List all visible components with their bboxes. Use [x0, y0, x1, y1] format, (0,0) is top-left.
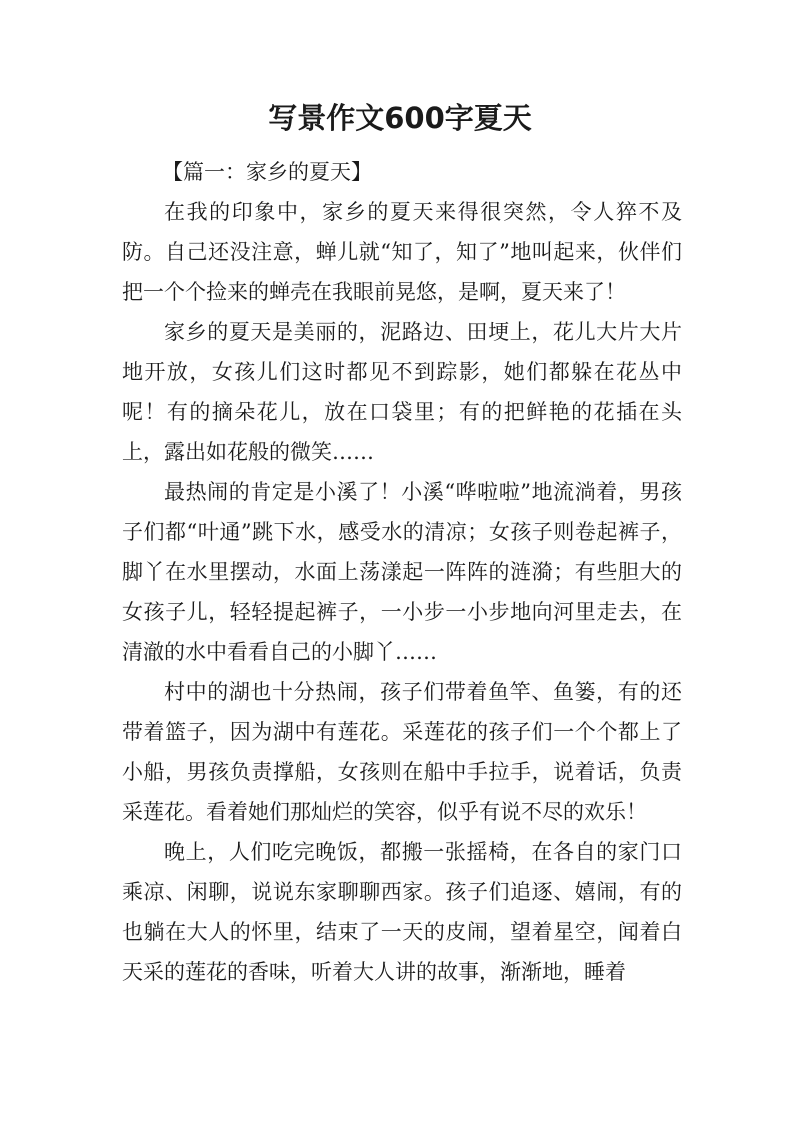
paragraph-5: 晚上，人们吃完晚饭，都搬一张摇椅，在各自的家门口乘凉、闲聊，说说东家聊聊西家。孩子们追逐、嬉闹，有的也躺在大人的怀里，结束了一天的皮闹，望着星空，闻着白天采的莲花的香味，听着大人讲的故事，渐渐地，睡着: [122, 840, 682, 984]
page-title: 写景作文600字夏天: [268, 101, 532, 135]
section-label: 【篇一：家乡的夏天】: [162, 160, 372, 184]
paragraph-4: 村中的湖也十分热闹，孩子们带着鱼竿、鱼篓，有的还带着篮子，因为湖中有莲花。采莲花的孩子们一个个都上了小船，男孩负责撑船，女孩则在船中手拉手，说着话，负责采莲花。看着她们那灿烂的笑容，似乎有说不尽的欢乐！: [122, 680, 682, 824]
paragraph-3: 最热闹的肯定是小溪了！小溪“哗啦啦”地流淌着，男孩子们都“叶通”跳下水，感受水的清凉；女孩子则卷起裤子，脚丫在水里摆动，水面上荡漾起一阵阵的涟漪；有些胆大的女孩子儿，轻轻提起裤子，一小步一小步地向河里走去，在清澈的水中看看自己的小脚丫……: [122, 480, 682, 664]
paragraph-1: 在我的印象中，家乡的夏天来得很突然，令人猝不及防。自己还没注意，蝉儿就“知了，知了”地叫起来，伙伴们把一个个捡来的蝉壳在我眼前晃悠，是啊，夏天来了！: [122, 200, 682, 304]
paragraph-2: 家乡的夏天是美丽的，泥路边、田埂上，花儿大片大片地开放，女孩儿们这时都见不到踪影，她们都躲在花丛中呢！有的摘朵花儿，放在口袋里；有的把鲜艳的花插在头上，露出如花般的微笑……: [122, 320, 682, 464]
document-body: [122, 152, 682, 992]
